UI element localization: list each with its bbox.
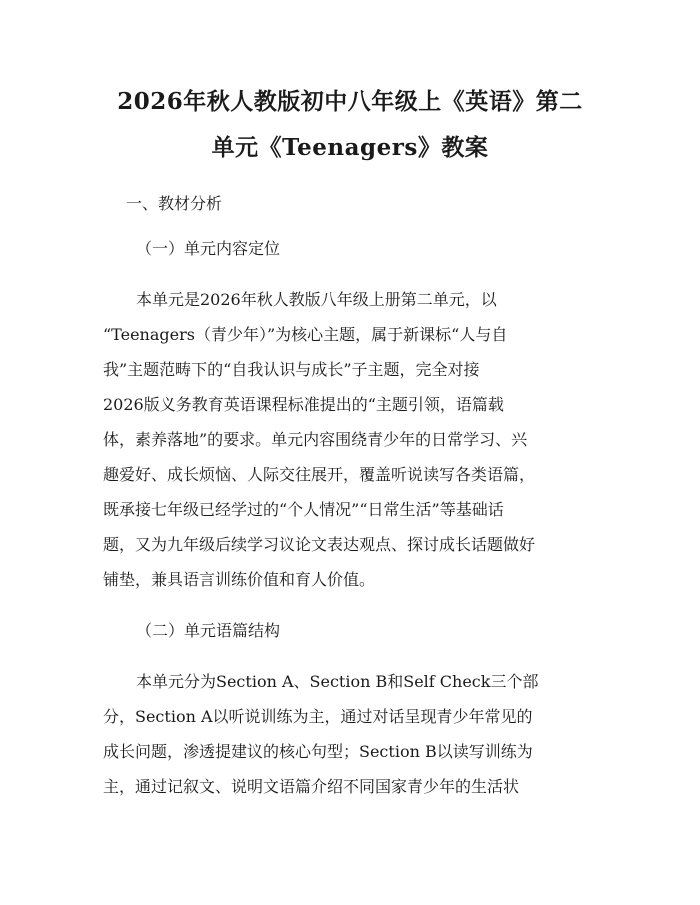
document-title-line-2: 单元《Teenagers》教案 <box>211 134 489 161</box>
subsection-heading-unit-positioning: （一）单元内容定位 <box>136 239 281 258</box>
paragraph-line: 体，素养落地”的要求。单元内容围绕青少年的日常学习、兴 <box>103 430 528 449</box>
paragraph-line: 铺垫，兼具语言训练价值和育人价值。 <box>103 570 376 589</box>
paragraph-line: 我”主题范畴下的“自我认识与成长”子主题，完全对接 <box>103 360 480 379</box>
paragraph-unit-structure <box>103 664 603 804</box>
section-heading-textbook-analysis: 一、教材分析 <box>126 194 223 213</box>
paragraph-line: 趣爱好、成长烦恼、人际交往展开，覆盖听说读写各类语篇， <box>103 465 536 484</box>
paragraph-line: 主，通过记叙文、说明文语篇介绍不同国家青少年的生活状 <box>103 777 520 796</box>
paragraph-line: 本单元是2026年秋人教版八年级上册第二单元，以 <box>136 290 497 309</box>
paragraph-line: “Teenagers（青少年）”为核心主题，属于新课标“人与自 <box>103 325 508 344</box>
document-title-line-1: 2026年秋人教版初中八年级上《英语》第二 <box>117 88 583 115</box>
paragraph-line: 既承接七年级已经学过的“个人情况”“日常生活”等基础话 <box>103 500 504 519</box>
paragraph-line: 本单元分为Section A、Section B和Self Check三个部 <box>136 672 539 691</box>
paragraph-line: 分，Section A以听说训练为主，通过对话呈现青少年常见的 <box>103 707 533 726</box>
paragraph-line: 题，又为九年级后续学习议论文表达观点、探讨成长话题做好 <box>103 535 536 554</box>
paragraph-line: 成长问题，渗透提建议的核心句型；Section B以读写训练为 <box>103 742 533 761</box>
paragraph-line: 2026版义务教育英语课程标准提出的“主题引领，语篇载 <box>103 395 504 414</box>
paragraph-unit-positioning <box>103 282 603 597</box>
subsection-heading-unit-structure: （二）单元语篇结构 <box>136 621 281 640</box>
